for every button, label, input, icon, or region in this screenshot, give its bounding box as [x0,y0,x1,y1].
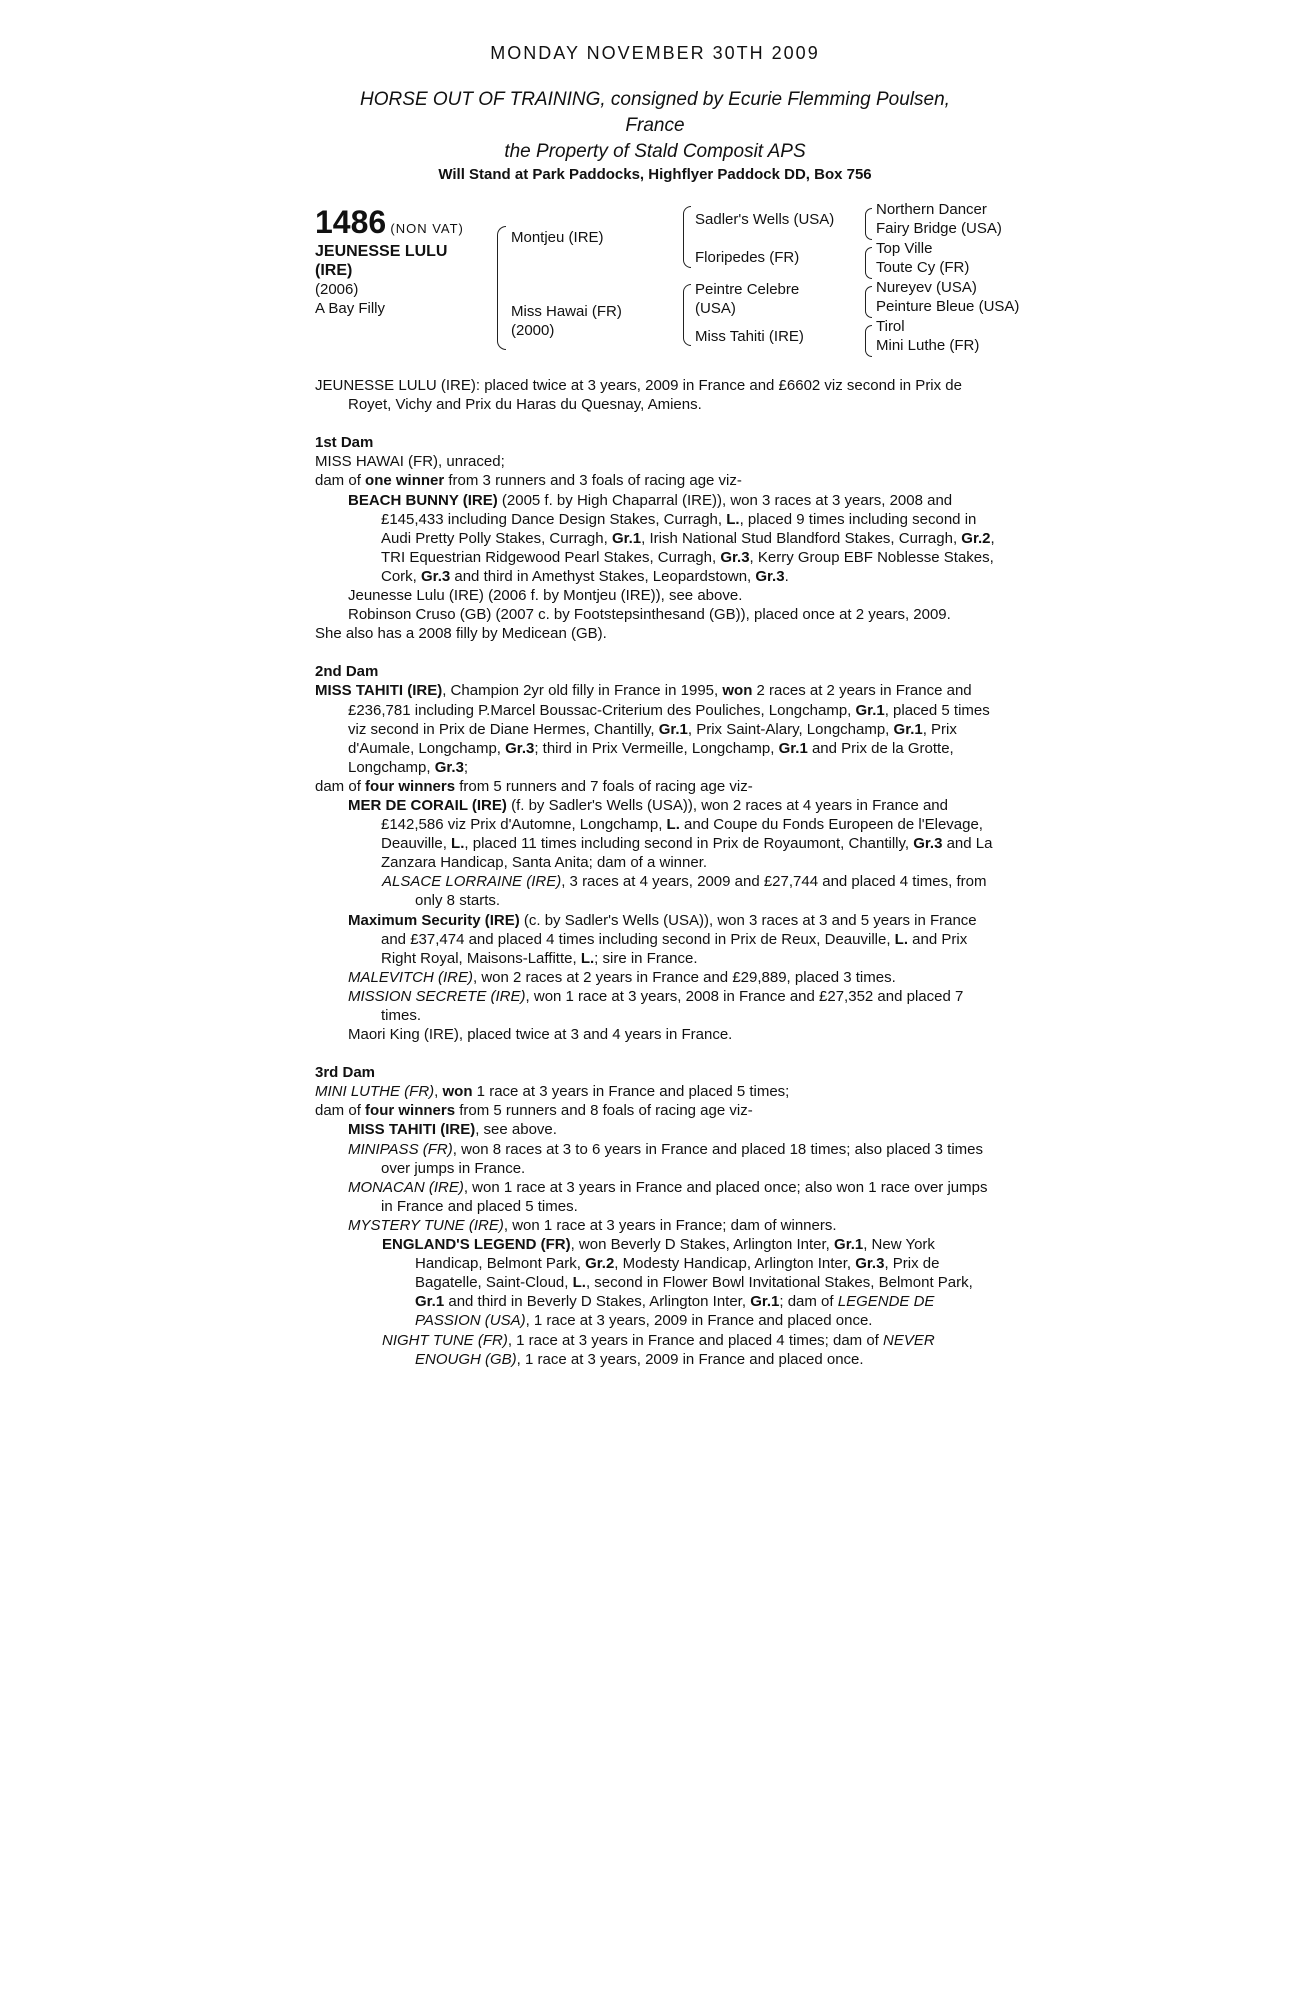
progeny-entry: Jeunesse Lulu (IRE) (2006 f. by Montjeu (IRE)), see above. [348,587,743,605]
dam-of-pre: dam of [315,777,366,795]
dam-sire-country: (USA) [695,300,736,318]
progeny-name: NIGHT TUNE (FR) [382,1331,508,1349]
dam-of-pre: dam of [315,472,366,490]
dam-text: and Prix de la Grotte, Longchamp, [348,739,954,776]
progeny-text: , 3 races at 4 years, 2009 and £27,744 and placed 4 times, from only 8 starts. [415,873,987,910]
listed-tag: L. [451,835,465,853]
progeny-entry [315,1216,995,1235]
dam-of-count: four winners [365,777,456,795]
progeny-text: , Irish National Stud Blandford Stakes, Curragh, [641,529,962,547]
progeny-entry [315,911,995,968]
dam-sire: Peintre Celebre [695,281,800,299]
group-tag: Gr.3 [505,739,535,757]
progeny-text: , 1 race at 3 years, 2009 in France and placed once. [525,1312,873,1330]
progeny-text: , see above. [475,1121,557,1139]
sire-dam: Floripedes (FR) [695,249,800,267]
pedigree-brace-main [497,226,506,350]
progeny-name: BEACH BUNNY (IRE) [348,491,498,509]
dam-text: 1 race at 3 years in France and placed 5 times; [472,1083,790,1101]
dam-text: , Prix d'Aumale, Longchamp, [348,720,957,757]
dam-year: (2000) [511,322,555,340]
pedigree-brace-dd [865,325,872,357]
group-tag: Gr.1 [750,1293,780,1311]
sire-sire-dam: Fairy Bridge (USA) [876,220,1002,238]
progeny-text: , TRI Equestrian Ridgewood Pearl Stakes, Curragh, [381,529,995,566]
dam-of-line [315,777,995,796]
pedigree-brace-ds [865,286,872,318]
consignor-line: HORSE OUT OF TRAINING, consigned by Ecurie Flemming Poulsen, [360,89,950,111]
progeny-text: , won 1 race at 3 years in France; dam of winners. [503,1216,837,1234]
horse-name: JEUNESSE LULU [315,243,448,261]
progeny-entry [315,987,995,1025]
group-tag: Gr.1 [415,1293,445,1311]
progeny-name: ALSACE LORRAINE (IRE) [382,873,562,891]
sire: Montjeu (IRE) [511,229,604,247]
group-tag: Gr.2 [961,529,991,547]
progeny-text: , Kerry Group EBF Noblesse Stakes, Cork, [381,548,994,585]
progeny-text: , placed 11 times including second in Prix de Royaumont, Chantilly, [464,835,914,853]
progeny-text: and Prix Right Royal, Maisons-Laffitte, [381,930,968,967]
lot-pedigree [315,201,1020,376]
grand-progeny-entry [315,1235,995,1330]
lot-number: 1486 [315,204,387,241]
race-record-summary [315,376,995,414]
dam-entry [315,681,995,776]
progeny-entry: Maori King (IRE), placed twice at 3 and 4 years in France. [348,1026,733,1044]
horse-name-suffix: (IRE) [315,262,353,280]
progeny-text: , 1 race at 3 years, 2009 in France and placed once. [516,1350,864,1368]
progeny-name: NEVER ENOUGH (GB) [415,1331,935,1368]
grand-progeny-entry [315,872,995,910]
progeny-text: (c. by Sadler's Wells (USA)), won 3 races at 3 and 5 years in France and £37,474 and placed 4 times including second in Prix de Reux, Deauville, [381,911,977,948]
progeny-name: MER DE CORAIL (IRE) [348,796,507,814]
won-tag: won [442,1083,473,1101]
group-tag: Gr.3 [913,835,943,853]
sire-sire: Sadler's Wells (USA) [695,211,835,229]
group-tag: Gr.1 [855,701,885,719]
progeny-text: , second in Flower Bowl Invitational Stakes, Belmont Park, [585,1274,973,1292]
section-heading: 1st Dam [315,434,374,452]
group-tag: Gr.3 [421,567,451,585]
listed-tag: L. [726,510,740,528]
group-tag: Gr.1 [834,1236,864,1254]
progeny-entry [315,968,995,987]
dam-text: , placed 5 times viz second in Prix de Diane Hermes, Chantilly, [348,701,990,738]
dam-name: MISS TAHITI (IRE) [315,682,443,700]
progeny-text: , 1 race at 3 years in France and placed 4 times; dam of [507,1331,884,1349]
progeny-text: (2005 f. by High Chaparral (IRE)), won 3 races at 3 years, 2008 and £145,433 including Dance Design Stakes, Curragh, [381,491,953,528]
progeny-name: MISSION SECRETE (IRE) [348,987,526,1005]
summary-cont: in Prix de Royet, Vichy and Prix du Haras du Quesnay, Amiens. [348,377,962,414]
progeny-entry: Robinson Cruso (GB) (2007 c. by Footstepsinthesand (GB)), placed once at 2 years, 2009. [348,606,951,624]
progeny-entry [315,796,995,872]
lot-number-line [315,204,464,241]
listed-tag: L. [894,930,908,948]
dam-dam-sire: Tirol [876,318,905,336]
progeny-name: MONACAN (IRE) [348,1178,464,1196]
won-tag: won [722,682,753,700]
dam: Miss Hawai (FR) [511,303,622,321]
dam-of-post: from 5 runners and 8 foals of racing age viz- [455,1102,753,1120]
dam-text: 2 races at 2 years in France and £236,781 including P.Marcel Boussac-Criterium des Pouliches, Longchamp, [348,682,972,719]
progeny-text: . [784,567,789,585]
progeny-name: MYSTERY TUNE (IRE) [348,1216,504,1234]
dam-line: MISS HAWAI (FR), unraced; [315,453,505,471]
group-tag: Gr.1 [611,529,642,547]
progeny-name: MISS TAHITI (IRE) [348,1121,476,1139]
progeny-name: MINIPASS (FR) [348,1140,453,1158]
pedigree-brace-sd [865,247,872,279]
also-note: She also has a 2008 filly by Medicean (GB). [315,625,607,643]
dam-sire-dam: Peinture Bleue (USA) [876,298,1020,316]
progeny-entry [315,491,995,586]
sire-dam-dam: Toute Cy (FR) [876,259,970,277]
group-tag: Gr.2 [585,1255,615,1273]
dam-of-line [315,1101,995,1120]
dam-of-count: four winners [365,1102,456,1120]
second-dam-section [315,662,995,1044]
first-dam-section [315,433,995,643]
dam-text: , Champion 2yr old filly in France in 1995, [442,682,723,700]
progeny-name: LEGENDE DE PASSION (USA) [415,1293,935,1330]
listed-tag: L. [580,949,595,967]
progeny-entry [315,1140,995,1178]
dam-of-post: from 3 runners and 3 foals of racing age viz- [444,472,742,490]
dam-dam: Miss Tahiti (IRE) [695,328,804,346]
pedigree-brace-dam [683,284,691,346]
progeny-text: (f. by Sadler's Wells (USA)), won 2 races at 4 years in France and £142,586 viz Prix d'Automne, Longchamp, [381,796,948,834]
dam-dam-dam: Mini Luthe (FR) [876,337,980,355]
sire-sire-sire: Northern Dancer [876,201,987,219]
stand-line: Will Stand at Park Paddocks, Highflyer Paddock DD, Box 756 [438,166,872,184]
vat-status: (NON VAT) [390,221,464,237]
progeny-text: and La Zanzara Handicap, Santa Anita; dam of a winner. [381,835,993,872]
progeny-text: , Modesty Handicap, Arlington Inter, [614,1255,856,1273]
progeny-text: and Coupe du Fonds Europeen de l'Elevage, Deauville, [381,816,983,853]
progeny-entry [315,1120,995,1139]
group-tag: Gr.3 [720,548,750,566]
progeny-text: ; sire in France. [594,949,698,967]
listed-tag: L. [666,816,680,834]
section-heading: 2nd Dam [315,663,379,681]
group-tag: Gr.1 [778,739,808,757]
summary-lead: JEUNESSE LULU (IRE): placed twice at 3 years, 2009 in France and £6602 viz second [315,377,896,395]
dam-text: , [434,1083,443,1101]
dam-of-pre: dam of [315,1102,366,1120]
progeny-name: Maximum Security [348,911,481,929]
dam-text: ; third in Prix Vermeille, Longchamp, [534,739,779,757]
dam-sire-sire: Nureyev (USA) [876,279,977,297]
horse-description: A Bay Filly [315,300,386,318]
dam-entry [315,1082,995,1101]
progeny-text: and third in Beverly D Stakes, Arlington Inter, [444,1293,751,1311]
sire-dam-sire: Top Ville [876,240,933,258]
progeny-text: , won Beverly D Stakes, Arlington Inter, [570,1236,835,1254]
progeny-text: , won 1 race at 3 years in France and placed once; also won 1 race over jumps in France and placed 5 times. [381,1178,988,1215]
progeny-text: ; dam of [779,1293,838,1311]
dam-of-post: from 5 runners and 7 foals of racing age viz- [455,777,753,795]
dam-name: MINI LUTHE (FR) [315,1083,435,1101]
consignor-country: France [625,115,685,137]
dam-of-count: one winner [365,472,445,490]
listed-tag: L. [572,1274,586,1292]
dam-of-line [315,471,995,490]
progeny-text: , won 2 races at 2 years in France and £29,889, placed 3 times. [473,968,896,986]
horse-year: (2006) [315,281,359,299]
progeny-name: ENGLAND'S LEGEND (FR) [382,1236,571,1254]
progeny-country: (IRE) [480,911,520,929]
progeny-entry [315,1178,995,1216]
progeny-text: , won 8 races at 3 to 6 years in France and placed 18 times; also placed 3 times over jumps in France. [381,1140,984,1177]
progeny-name: MALEVITCH (IRE) [348,968,474,986]
property-line: the Property of Stald Composit APS [504,141,806,163]
progeny-text: , Prix de Bagatelle, Saint-Cloud, [415,1255,940,1292]
catalogue-page [315,43,1020,1369]
group-tag: Gr.3 [434,758,464,776]
dam-text: ; [463,758,469,776]
pedigree-brace-ss [865,208,872,240]
sale-date: MONDAY NOVEMBER 30TH 2009 [490,43,820,63]
progeny-text: , placed 9 times including second in Audi Pretty Polly Stakes, Curragh, [381,510,977,547]
progeny-text: , New York Handicap, Belmont Park, [415,1236,935,1273]
group-tag: Gr.3 [755,567,785,585]
group-tag: Gr.1 [658,720,688,738]
grand-progeny-entry [315,1331,995,1369]
section-heading: 3rd Dam [315,1064,376,1082]
pedigree-brace-sire [683,206,691,268]
third-dam-section [315,1063,995,1369]
group-tag: Gr.1 [893,720,923,738]
dam-text: , Prix Saint-Alary, Longchamp, [687,720,894,738]
progeny-text: and third in Amethyst Stakes, Leopardstown, [450,567,756,585]
progeny-text: , won 1 race at 3 years, 2008 in France and £27,352 and placed 7 times. [381,987,964,1024]
group-tag: Gr.3 [855,1255,885,1273]
